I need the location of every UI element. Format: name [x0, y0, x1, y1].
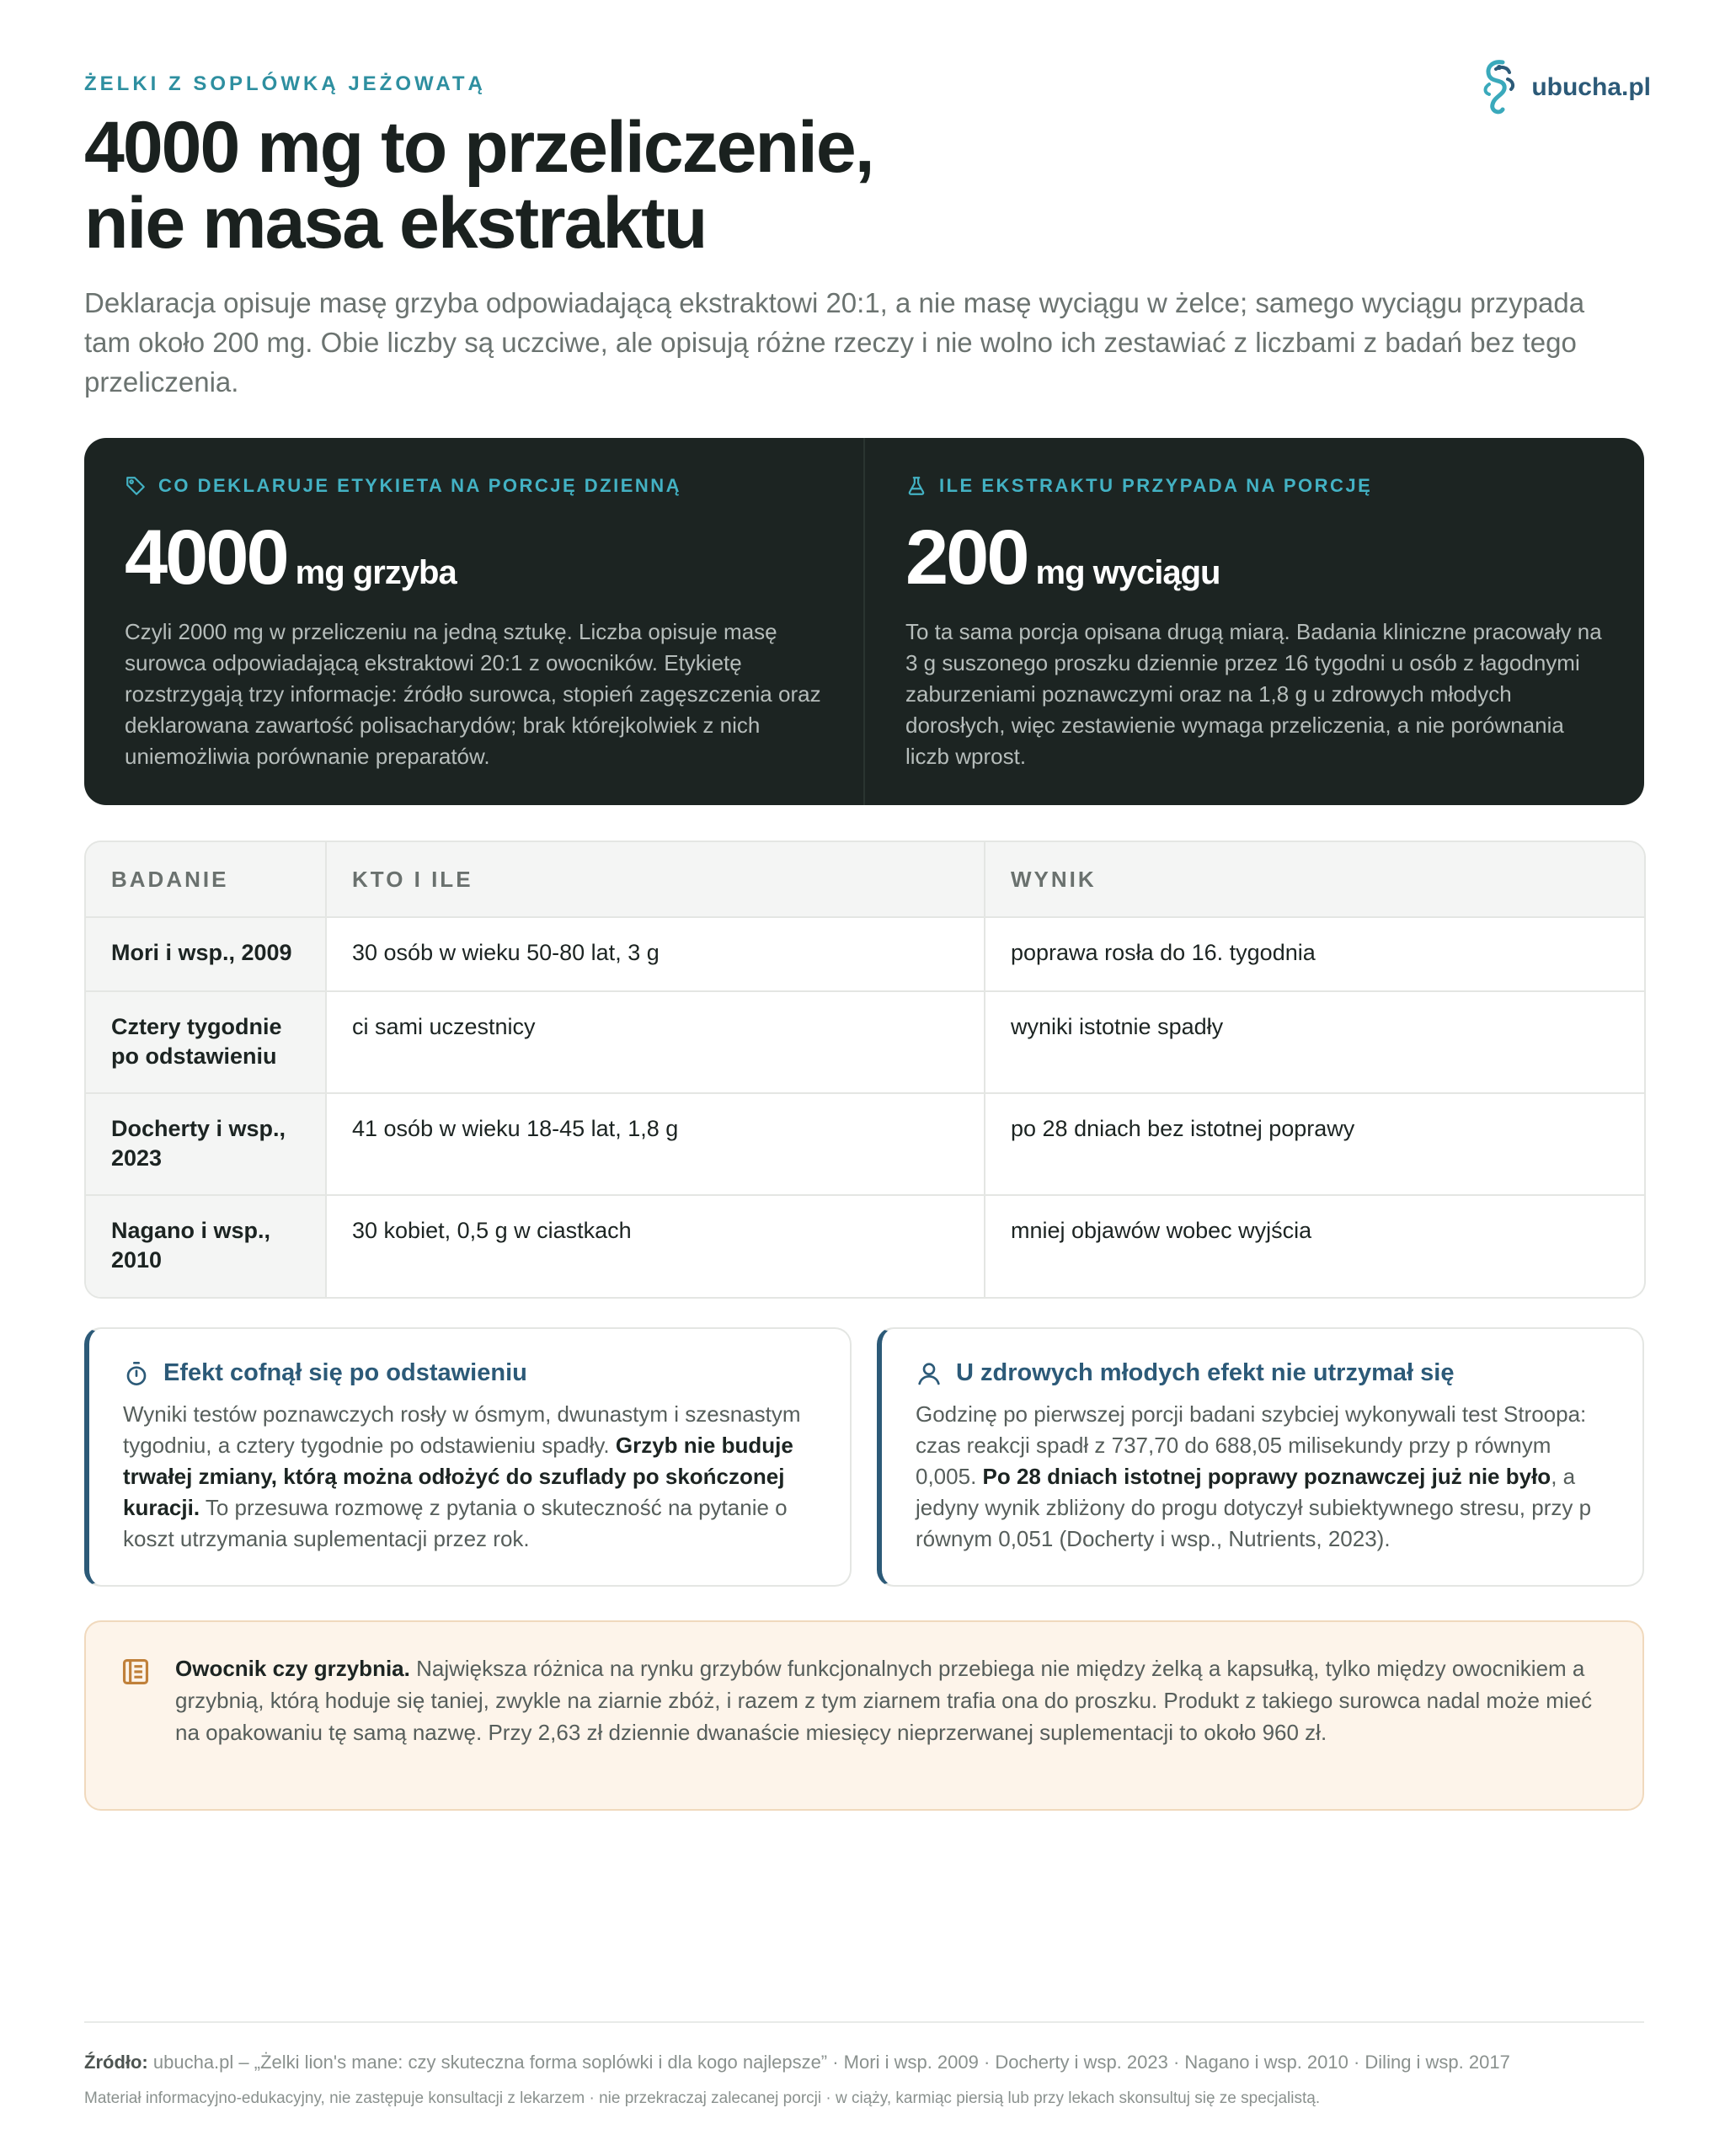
callout-text: Godzinę po pierwszej porcji badani szybciej wykonywali test Stroopa: czas reakcji spadł z 737,70 do 688,05 milisekundy przy p równym 0,005. Po 28 dniach istotnej poprawy poznawczej już nie było, a jedyny wynik zbliżony do progu dotyczył subiektywnego stresu, przy p równym 0,051 (Docherty i wsp., Nutrients, 2023).	[916, 1401, 1592, 1551]
stat-extract-amount	[863, 438, 1644, 805]
cell-who: 30 kobiet, 0,5 g w ciastkach	[326, 1195, 985, 1297]
lead-paragraph: Deklaracja opisuje masę grzyba odpowiadającą ekstraktowi 20:1, a nie masę wyciągu w żelce; samego wyciągu przypada tam około 200 mg. Obie liczby są uczciwe, ale opisują różne rzeczy i nie wolno ich zestawiać z liczbami z badań bez tego przeliczenia.	[84, 287, 1585, 398]
cell-result: poprawa rosła do 16. tygodnia	[985, 917, 1644, 991]
logo[interactable]	[1477, 57, 1651, 118]
stat-label-claim	[84, 438, 863, 805]
cell-who: 30 osób w wieku 50-80 lat, 3 g	[326, 917, 985, 991]
studies-table	[84, 841, 1646, 1299]
fruiting-body-note	[84, 1620, 1644, 1811]
callout-text: Wyniki testów poznawczych rosły w ósmym, dwunastym i szesnastym tygodniu, a cztery tygodnie po odstawieniu spadły. Grzyb nie buduje trwałej zmiany, którą można odłożyć do szuflady po skończonej kuracji. To przesuwa rozmowę z pytania o skuteczność na pytanie o koszt utrzymania suplementacji przez rok.	[123, 1401, 801, 1551]
column-header-who: KTO I ILE	[326, 842, 985, 917]
table-row	[86, 991, 1644, 1093]
callouts	[84, 1327, 1644, 1587]
callout-withdrawal	[84, 1327, 852, 1587]
callout-title: Efekt cofnął się po odstawieniu	[163, 1359, 527, 1386]
stopwatch-icon	[123, 1360, 150, 1387]
stat-label-text: ILE EKSTRAKTU PRZYPADA NA PORCJĘ	[939, 475, 1373, 496]
stat-value: 200	[905, 515, 1028, 600]
table-header-row	[86, 842, 1644, 917]
cell-result: po 28 dniach bez istotnej poprawy	[985, 1093, 1644, 1195]
cell-who: ci sami uczestnicy	[326, 991, 985, 1093]
kicker: ŻELKI Z SOPLÓWKĄ JEŻOWATĄ	[84, 72, 486, 95]
stat-unit: mg grzyba	[295, 554, 457, 591]
seahorse-logo-icon	[1477, 57, 1519, 118]
table-row	[86, 1195, 1644, 1297]
table-row	[86, 1093, 1644, 1195]
footer-source: Źródło: ubucha.pl – „Żelki lion's mane: czy skuteczna forma soplówki i dla kogo najlepsze” · Mori i wsp. 2009 · Docherty i wsp. 2023 · Nagano i wsp. 2010 · Diling i wsp. 2017	[84, 2052, 1510, 2073]
cell-study: Nagano i wsp., 2010	[86, 1195, 326, 1297]
page-title	[84, 107, 1095, 264]
stats-panel	[84, 438, 1644, 805]
stat-description: To ta sama porcja opisana drugą miarą. Badania kliniczne pracowały na 3 g suszonego proszku dziennie przez 16 tygodni u osób z łagodnymi zaburzeniami poznawczymi oraz na 1,8 g u zdrowych młodych dorosłych, więc zestawienie wymaga przeliczenia, a nie porównania liczb wprost.	[905, 619, 1602, 769]
page-title-line-1: 4000 mg to przeliczenie,	[84, 107, 873, 188]
tag-icon	[125, 475, 147, 497]
stat-description: Czyli 2000 mg w przeliczeniu na jedną sztukę. Liczba opisuje masę surowca odpowiadającą ekstraktowi 20:1 z owocników. Etykietę rozstrzygają trzy informacje: źródło surowca, stopień zagęszczenia oraz deklarowana zawartość polisacharydów; brak którejkolwiek z nich uniemożliwia porównanie preparatów.	[125, 619, 821, 769]
cell-study: Docherty i wsp., 2023	[86, 1093, 326, 1195]
column-header-result: WYNIK	[985, 842, 1644, 917]
footer-disclaimer: Materiał informacyjno-edukacyjny, nie zastępuje konsultacji z lekarzem · nie przekraczaj zalecanej porcji · w ciąży, karmiąc piersią lub przy lekach skonsultuj się ze specjalistą.	[84, 2089, 1321, 2107]
page-title-line-2: nie masa ekstraktu	[84, 183, 707, 264]
cell-result: mniej objawów wobec wyjścia	[985, 1195, 1644, 1297]
stat-label-text: CO DEKLARUJE ETYKIETA NA PORCJĘ DZIENNĄ	[158, 475, 682, 496]
stat-value: 4000	[125, 515, 287, 600]
column-header-study: BADANIE	[86, 842, 326, 917]
flask-icon	[905, 475, 927, 497]
user-icon	[916, 1360, 943, 1387]
document-icon	[120, 1656, 152, 1688]
note-text: Owocnik czy grzybnia. Największa różnica na rynku grzybów funkcjonalnych przebiega nie między żelką a kapsułką, tylko między owocnikiem a grzybnią, którą hoduje się taniej, zwykle na ziarnie zbóż, i razem z tym ziarnem trafia ona do proszku. Produkt z takiego surowca nadal może mieć na opakowaniu tę samą nazwę. Przy 2,63 zł dziennie dwanaście miesięcy nieprzerwanej suplementacji to około 960 zł.	[175, 1656, 1593, 1745]
cell-result: wyniki istotnie spadły	[985, 991, 1644, 1093]
footer-divider	[84, 2021, 1644, 2023]
table-row	[86, 917, 1644, 991]
cell-who: 41 osób w wieku 18-45 lat, 1,8 g	[326, 1093, 985, 1195]
callout-young-adults	[877, 1327, 1644, 1587]
cell-study: Mori i wsp., 2009	[86, 917, 326, 991]
stat-unit: mg wyciągu	[1035, 554, 1220, 591]
cell-study: Cztery tygodnie po odstawieniu	[86, 991, 326, 1093]
callout-title: U zdrowych młodych efekt nie utrzymał się	[956, 1359, 1455, 1386]
logo-text: ubucha.pl	[1531, 73, 1651, 101]
